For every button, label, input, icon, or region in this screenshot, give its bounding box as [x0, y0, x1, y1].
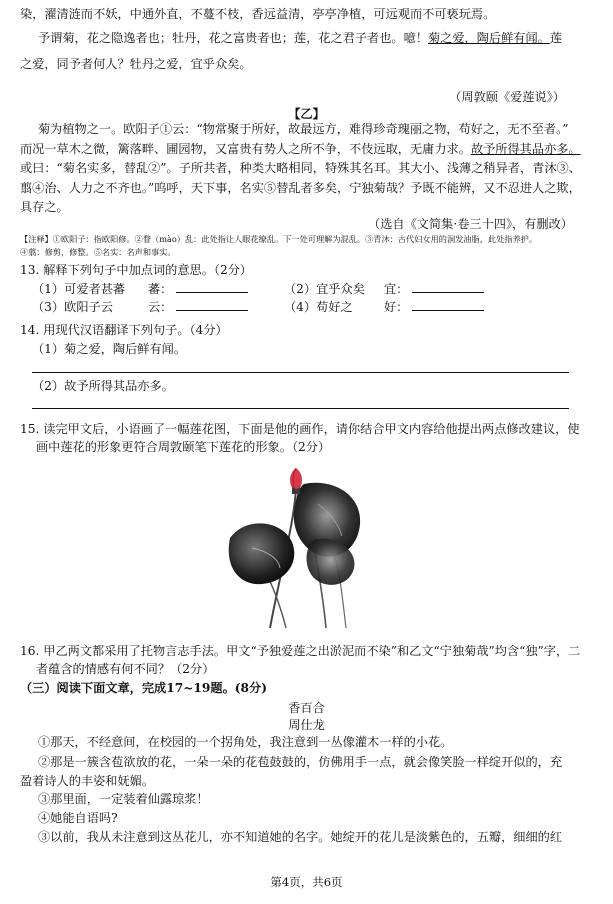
q14-stem: 14. 用现代汉语翻译下列句子。（4分） [20, 323, 228, 337]
passage-jia-source: （周敦颐《爱莲说》） [449, 90, 565, 104]
passage-jia-line-3: 之爱，同予者何人？牡丹之爱，宜乎众矣。 [20, 57, 252, 71]
passage-yi-line-1: 菊为植物之一。欧阳子①云：“物常聚于所好，故最远方，难得珍奇瑰丽之物，苟好之，无不至者。” [38, 122, 569, 136]
q13-stem: 13. 解释下列句子中加点词的意思。（2分） [20, 263, 253, 277]
q14-answer-line-2[interactable] [32, 408, 569, 409]
article-paragraph-3: ③那里面，一定装着仙露琼浆！ [38, 792, 209, 806]
q15-line-1: 15. 读完甲文后，小语画了一幅莲花图，下面是他的画作，请你结合甲文内容给他提出两点修改建议，使 [20, 422, 580, 436]
passage-yi-line-2: 而况一草木之微，篱落畔、圃园物，又富贵有势人之所不争，不伎远取，无庸力求。故予所得其品亦多。 [20, 142, 581, 156]
q13-item-1: （1）可爱者甚蕃 [32, 282, 126, 296]
lotus-painting-image [222, 464, 368, 630]
article-paragraph-5: ③以前，我从未注意到这丛花儿，亦不知道她的名字。她绽开的花儿是淡紫色的，五瓣，细细的红 [38, 830, 563, 844]
passage-jia-line-2: 予谓菊，花之隐逸者也；牡丹，花之富贵者也；莲，花之君子者也。噫！菊之爱，陶后鲜有闻。莲 [38, 31, 563, 45]
q13-answer-1[interactable]: 蕃： [148, 281, 248, 297]
q13-answer-2[interactable]: 宜： [384, 281, 484, 297]
q13-answer-3[interactable]: 云： [148, 299, 248, 315]
q13-answer-4[interactable]: 好： [384, 299, 484, 315]
q14-item-2: （2）故予所得其品亦多。 [32, 379, 174, 393]
passage-yi-heading: 【乙】 [288, 107, 325, 121]
passage-jia-line-1: 染，濯清涟而不妖，中通外直，不蔓不枝，香远益清，亭亭净植，可远观而不可亵玩焉。 [20, 7, 496, 21]
q15-line-2: 画中莲花的形象更符合周敦颐笔下莲花的形象。（2分） [36, 440, 331, 454]
article-title: 香百合 [288, 701, 325, 715]
q13-item-3: （3）欧阳子云 [32, 300, 113, 314]
annotation-notes-2: ④翦：修剪，修整。⑤名实：名声和事实。 [20, 247, 176, 257]
passage-yi-line-5: 具存之。 [20, 200, 69, 214]
q14-item-1: （1）菊之爱，陶后鲜有闻。 [32, 342, 187, 356]
underlined-sentence: 故予所得其品亦多。 [470, 142, 581, 156]
article-paragraph-2-cont: 盈着诗人的丰姿和妩媚。 [20, 774, 155, 788]
page-number: 第4页，共6页 [270, 875, 343, 889]
article-paragraph-4: ④她能自语吗? [38, 811, 118, 825]
passage-yi-source: （选自《文简集·卷三十四》，有删改） [368, 217, 573, 231]
article-paragraph-1: ①那天，不经意间，在校园的一个拐角处，我注意到一丛像灌木一样的小花。 [38, 735, 453, 749]
q14-answer-line-1[interactable] [32, 372, 569, 373]
article-author: 周仕龙 [288, 718, 325, 732]
article-paragraph-2: ②那是一簇含苞欲放的花，一朵一朵的花苞鼓鼓的，仿佛用手一点，就会像笑脸一样绽开似的，充 [38, 755, 563, 769]
passage-yi-line-3: 或曰：“菊名实多，替乱②”。子所共者，种类大略相同，特殊其名耳。其大小、浅薄之稍异者，青沐③、 [20, 161, 581, 175]
annotation-notes-1: 【注释】①欧阳子：指欧阳修。②瞀（mào）乱：此处指让人眼花缭乱。下一处可理解为混乱。③青沐：古代妇女用的洞发油脂，此处指养护。 [20, 234, 538, 244]
underlined-sentence: 菊之爱，陶后鲜有闻。 [428, 31, 550, 45]
q13-item-2: （2）宜乎众矣 [284, 282, 365, 296]
q16-line-2: 者蕴含的情感有何不同？（2分） [36, 662, 215, 676]
passage-yi-line-4: 翦④治、人力之不齐也。”呜呼，天下事，名实⑤替乱者多矣，宁独菊哉？予既不能辨，又不忍进人之欺， [20, 181, 581, 195]
section-3-heading: （三）阅读下面文章，完成17~19题。(8分) [20, 681, 267, 695]
q13-item-4: （4）苟好之 [284, 300, 353, 314]
q16-line-1: 16. 甲乙两文都采用了托物言志手法。甲文“予独爱莲之出淤泥而不染”和乙文“宁独菊哉”均含“独”字，二 [20, 644, 581, 658]
